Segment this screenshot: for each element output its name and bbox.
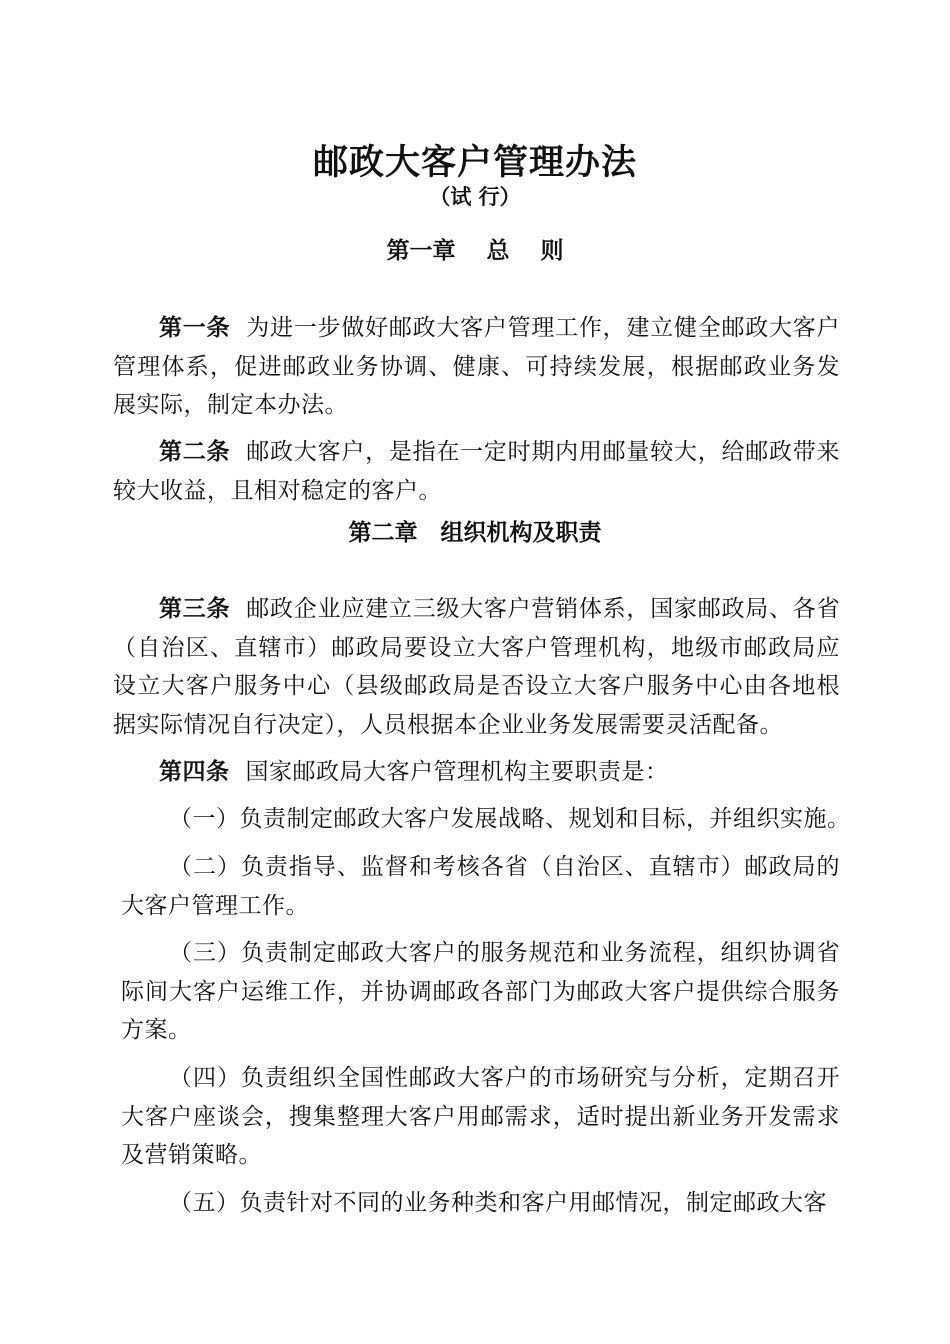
article-label: 第三条 (159, 596, 231, 622)
article-label: 第二条 (159, 439, 231, 465)
list-item: （二）负责指导、监督和考核各省（自治区、直辖市）邮政局的大客户管理工作。 (121, 854, 840, 919)
article-label: 第一条 (159, 315, 231, 341)
article-text: 邮政企业应建立三级大客户营销体系，国家邮政局、各省（自治区、直辖市）邮政局要设立大客户管理机构，地级市邮政局应设立大客户服务中心（县级邮政局是否设立大客户服务中心由各地根据实际情况自行决定），人员根据本企业业务发展需要灵活配备。 (113, 596, 841, 738)
document-subtitle: （试 行） (429, 185, 521, 209)
article-4 (113, 753, 840, 792)
chapter-heading-2: 第二章 组织机构及职责 (348, 520, 602, 546)
article-text: 国家邮政局大客户管理机构主要职责是： (245, 759, 669, 785)
list-item: （三）负责制定邮政大客户的服务规范和业务流程，组织协调省际间大客户运维工作，并协调邮政各部门为邮政大客户提供综合服务方案。 (121, 940, 840, 1043)
article-1 (113, 309, 840, 425)
chapter-heading-1: 第一章 总 则 (386, 238, 564, 264)
article-text: 邮政大客户，是指在一定时期内用邮量较大，给邮政带来较大收益，且相对稳定的客户。 (113, 439, 841, 504)
document-title: 邮政大客户管理办法 (312, 143, 637, 183)
list-item: （一）负责制定邮政大客户发展战略、规划和目标，并组织实施。 (169, 806, 851, 832)
list-item: （四）负责组织全国性邮政大客户的市场研究与分析，定期召开大客户座谈会，搜集整理大客户用邮需求，适时提出新业务开发需求及营销策略。 (121, 1065, 840, 1168)
article-text: 为进一步做好邮政大客户管理工作，建立健全邮政大客户管理体系，促进邮政业务协调、健康、可持续发展，根据邮政业务发展实际，制定本办法。 (113, 315, 841, 418)
article-label: 第四条 (159, 759, 230, 785)
list-item: （五）负责针对不同的业务种类和客户用邮情况，制定邮政大客 (169, 1190, 827, 1216)
article-2 (113, 433, 840, 510)
article-3 (113, 590, 840, 744)
